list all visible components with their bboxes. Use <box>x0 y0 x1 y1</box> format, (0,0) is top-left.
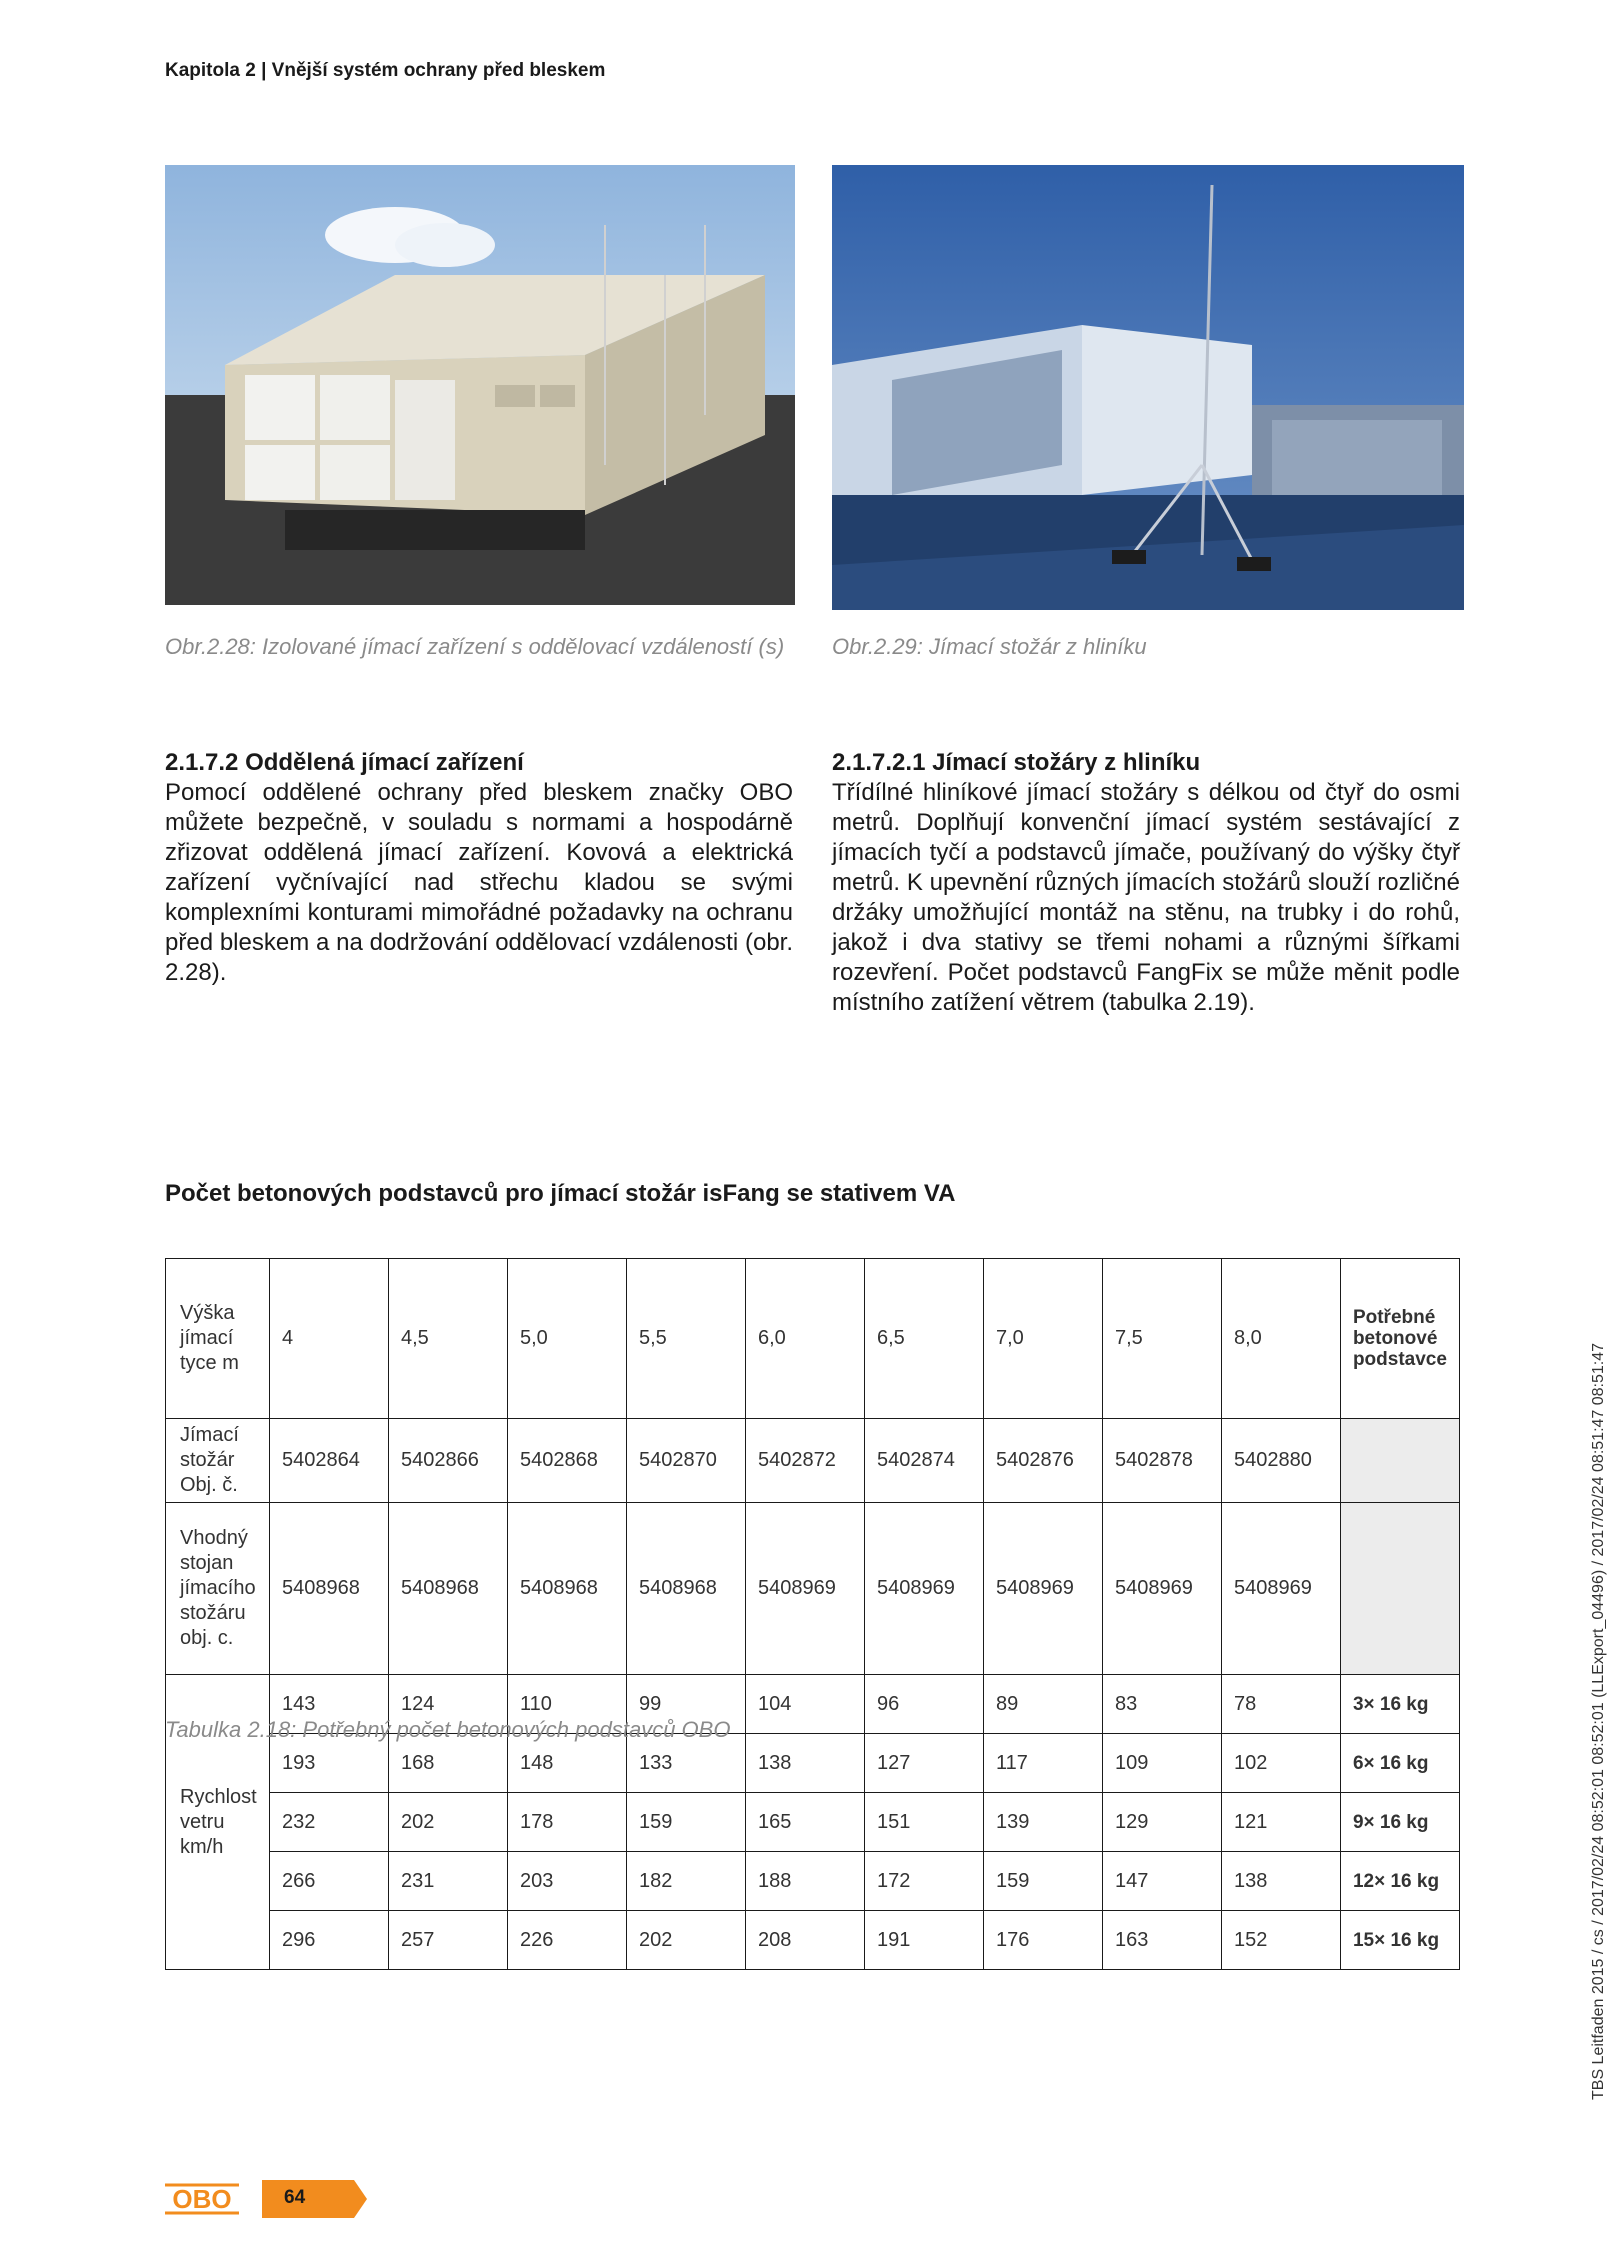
wind-cell: 168 <box>388 1734 507 1793</box>
mast-number-cell: 5402878 <box>1102 1419 1221 1503</box>
wind-cell: 133 <box>626 1734 745 1793</box>
print-metadata-side-text: TBS Leitfaden 2015 / cs / 2017/02/24 08:52:01 08:52:01 (LLExport_04496) / 2017/02/24 08:51:47 08:51:47 <box>1590 1342 1607 2100</box>
stand-number-cell: 5408969 <box>1221 1503 1340 1675</box>
mast-number-cell: 5402866 <box>388 1419 507 1503</box>
section-heading: 2.1.7.2 Oddělená jímací zařízení <box>165 749 524 776</box>
wind-cell: 139 <box>983 1793 1102 1852</box>
bases-cell: 9× 16 kg <box>1340 1793 1459 1852</box>
height-cell: 4,5 <box>388 1259 507 1419</box>
empty-cell <box>1340 1419 1459 1503</box>
wind-cell: 172 <box>864 1852 983 1911</box>
wind-cell: 188 <box>745 1852 864 1911</box>
stand-number-cell: 5408968 <box>269 1503 388 1675</box>
wind-cell: 83 <box>1102 1675 1221 1734</box>
wind-cell: 102 <box>1221 1734 1340 1793</box>
concrete-base-table <box>165 1258 1460 1970</box>
mast-number-cell: 5402870 <box>626 1419 745 1503</box>
wind-cell: 165 <box>745 1793 864 1852</box>
wind-cell: 159 <box>626 1793 745 1852</box>
wind-cell: 143 <box>269 1675 388 1734</box>
wind-cell: 124 <box>388 1675 507 1734</box>
bases-cell: 15× 16 kg <box>1340 1911 1459 1970</box>
height-cell: 6,5 <box>864 1259 983 1419</box>
stand-number-cell: 5408969 <box>983 1503 1102 1675</box>
wind-cell: 152 <box>1221 1911 1340 1970</box>
height-cell: 6,0 <box>745 1259 864 1419</box>
bases-cell: 12× 16 kg <box>1340 1852 1459 1911</box>
table-row-wind <box>166 1911 1460 1970</box>
wind-cell: 203 <box>507 1852 626 1911</box>
height-cell: 4 <box>269 1259 388 1419</box>
wind-cell: 151 <box>864 1793 983 1852</box>
section-separate-air-termination <box>165 748 793 988</box>
wind-cell: 176 <box>983 1911 1102 1970</box>
wind-cell: 257 <box>388 1911 507 1970</box>
table-row-wind <box>166 1852 1460 1911</box>
figure-caption-2-29: Obr.2.29: Jímací stožár z hliníku <box>832 634 1147 659</box>
stand-number-cell: 5408968 <box>507 1503 626 1675</box>
row-label-mast: Jímací stožár Obj. č. <box>166 1419 270 1503</box>
wind-cell: 178 <box>507 1793 626 1852</box>
wind-cell: 163 <box>1102 1911 1221 1970</box>
wind-cell: 109 <box>1102 1734 1221 1793</box>
wind-cell: 231 <box>388 1852 507 1911</box>
column-header-bases: Potřebné betonové podstavce <box>1340 1259 1459 1419</box>
figure-aluminium-mast-photo <box>832 165 1464 610</box>
wind-cell: 147 <box>1102 1852 1221 1911</box>
empty-cell <box>1340 1503 1459 1675</box>
figure-isolated-air-termination-photo <box>165 165 795 605</box>
row-label-height: Výška jímací tyce m <box>166 1259 270 1419</box>
wind-cell: 117 <box>983 1734 1102 1793</box>
wind-cell: 202 <box>626 1911 745 1970</box>
table-row-mast-numbers <box>166 1419 1460 1503</box>
wind-cell: 104 <box>745 1675 864 1734</box>
table-row-stand-numbers <box>166 1503 1460 1675</box>
figure-caption-2-28: Obr.2.28: Izolované jímací zařízení s oddělovací vzdáleností (s) <box>165 634 785 659</box>
height-cell: 7,0 <box>983 1259 1102 1419</box>
wind-cell: 182 <box>626 1852 745 1911</box>
mast-number-cell: 5402880 <box>1221 1419 1340 1503</box>
logo-text: OBO <box>172 2184 232 2214</box>
table-row-wind <box>166 1793 1460 1852</box>
wind-cell: 96 <box>864 1675 983 1734</box>
wind-cell: 110 <box>507 1675 626 1734</box>
wind-cell: 226 <box>507 1911 626 1970</box>
bases-cell: 6× 16 kg <box>1340 1734 1459 1793</box>
table-row-height <box>166 1259 1460 1419</box>
page-number: 64 <box>284 2187 306 2208</box>
wind-cell: 78 <box>1221 1675 1340 1734</box>
table-caption: Tabulka 2.18: Potřebný počet betonových podstavců OBO <box>165 1717 731 1742</box>
wind-cell: 232 <box>269 1793 388 1852</box>
wind-cell: 99 <box>626 1675 745 1734</box>
section-aluminium-masts <box>832 748 1460 1018</box>
wind-cell: 208 <box>745 1911 864 1970</box>
wind-cell: 296 <box>269 1911 388 1970</box>
height-cell: 5,0 <box>507 1259 626 1419</box>
height-cell: 8,0 <box>1221 1259 1340 1419</box>
wind-cell: 138 <box>745 1734 864 1793</box>
wind-cell: 138 <box>1221 1852 1340 1911</box>
wind-cell: 266 <box>269 1852 388 1911</box>
wind-cell: 193 <box>269 1734 388 1793</box>
row-label-stand: Vhodný stojan jímacího stožáru obj. c. <box>166 1503 270 1675</box>
table-title: Počet betonových podstavců pro jímací stožár isFang se stativem VA <box>165 1180 956 1207</box>
stand-number-cell: 5408968 <box>626 1503 745 1675</box>
mast-number-cell: 5402872 <box>745 1419 864 1503</box>
wind-cell: 191 <box>864 1911 983 1970</box>
stand-number-cell: 5408969 <box>864 1503 983 1675</box>
bases-cell: 3× 16 kg <box>1340 1675 1459 1734</box>
stand-number-cell: 5408969 <box>745 1503 864 1675</box>
section-heading: 2.1.7.2.1 Jímací stožáry z hliníku <box>832 749 1201 776</box>
wind-cell: 127 <box>864 1734 983 1793</box>
stand-number-cell: 5408969 <box>1102 1503 1221 1675</box>
height-cell: 5,5 <box>626 1259 745 1419</box>
obo-logo <box>162 2182 242 2221</box>
stand-number-cell: 5408968 <box>388 1503 507 1675</box>
section-body: Pomocí oddělené ochrany před bleskem značky OBO můžete bezpečně, v souladu s normami a hospodárně zřizovat oddělená jímací zařízení. Kovová a elektrická zařízení vyčnívající nad střechu kladou se svými komplexními konturami mimořádné požadavky na ochranu před bleskem a na dodržování oddělovací vzdálenosti (obr. 2.28). <box>165 779 793 986</box>
height-cell: 7,5 <box>1102 1259 1221 1419</box>
wind-cell: 148 <box>507 1734 626 1793</box>
wind-cell: 89 <box>983 1675 1102 1734</box>
mast-number-cell: 5402874 <box>864 1419 983 1503</box>
mast-number-cell: 5402876 <box>983 1419 1102 1503</box>
page-number-badge <box>262 2180 367 2218</box>
section-body: Třídílné hliníkové jímací stožáry s délkou od čtyř do osmi metrů. Doplňují konvenční jímací systém sestávající z jímacích tyčí a podstavců jímače, používaný do výšky čtyř metrů. K upevnění různých jímacích stožárů slouží rozličné držáky umožňující montáž na stěnu, na trubky i do rohů, jakož i dva stativy se třemi nohami a různými šířkami rozevření. Počet podstavců FangFix se může měnit podle místního zatížení větrem (tabulka 2.19). <box>832 779 1460 1016</box>
wind-cell: 202 <box>388 1793 507 1852</box>
mast-number-cell: 5402868 <box>507 1419 626 1503</box>
wind-cell: 121 <box>1221 1793 1340 1852</box>
running-header: Kapitola 2 | Vnější systém ochrany před bleskem <box>165 60 606 81</box>
row-label-wind: Rychlost vetru km/h <box>166 1675 270 1970</box>
wind-cell: 159 <box>983 1852 1102 1911</box>
wind-cell: 129 <box>1102 1793 1221 1852</box>
mast-number-cell: 5402864 <box>269 1419 388 1503</box>
